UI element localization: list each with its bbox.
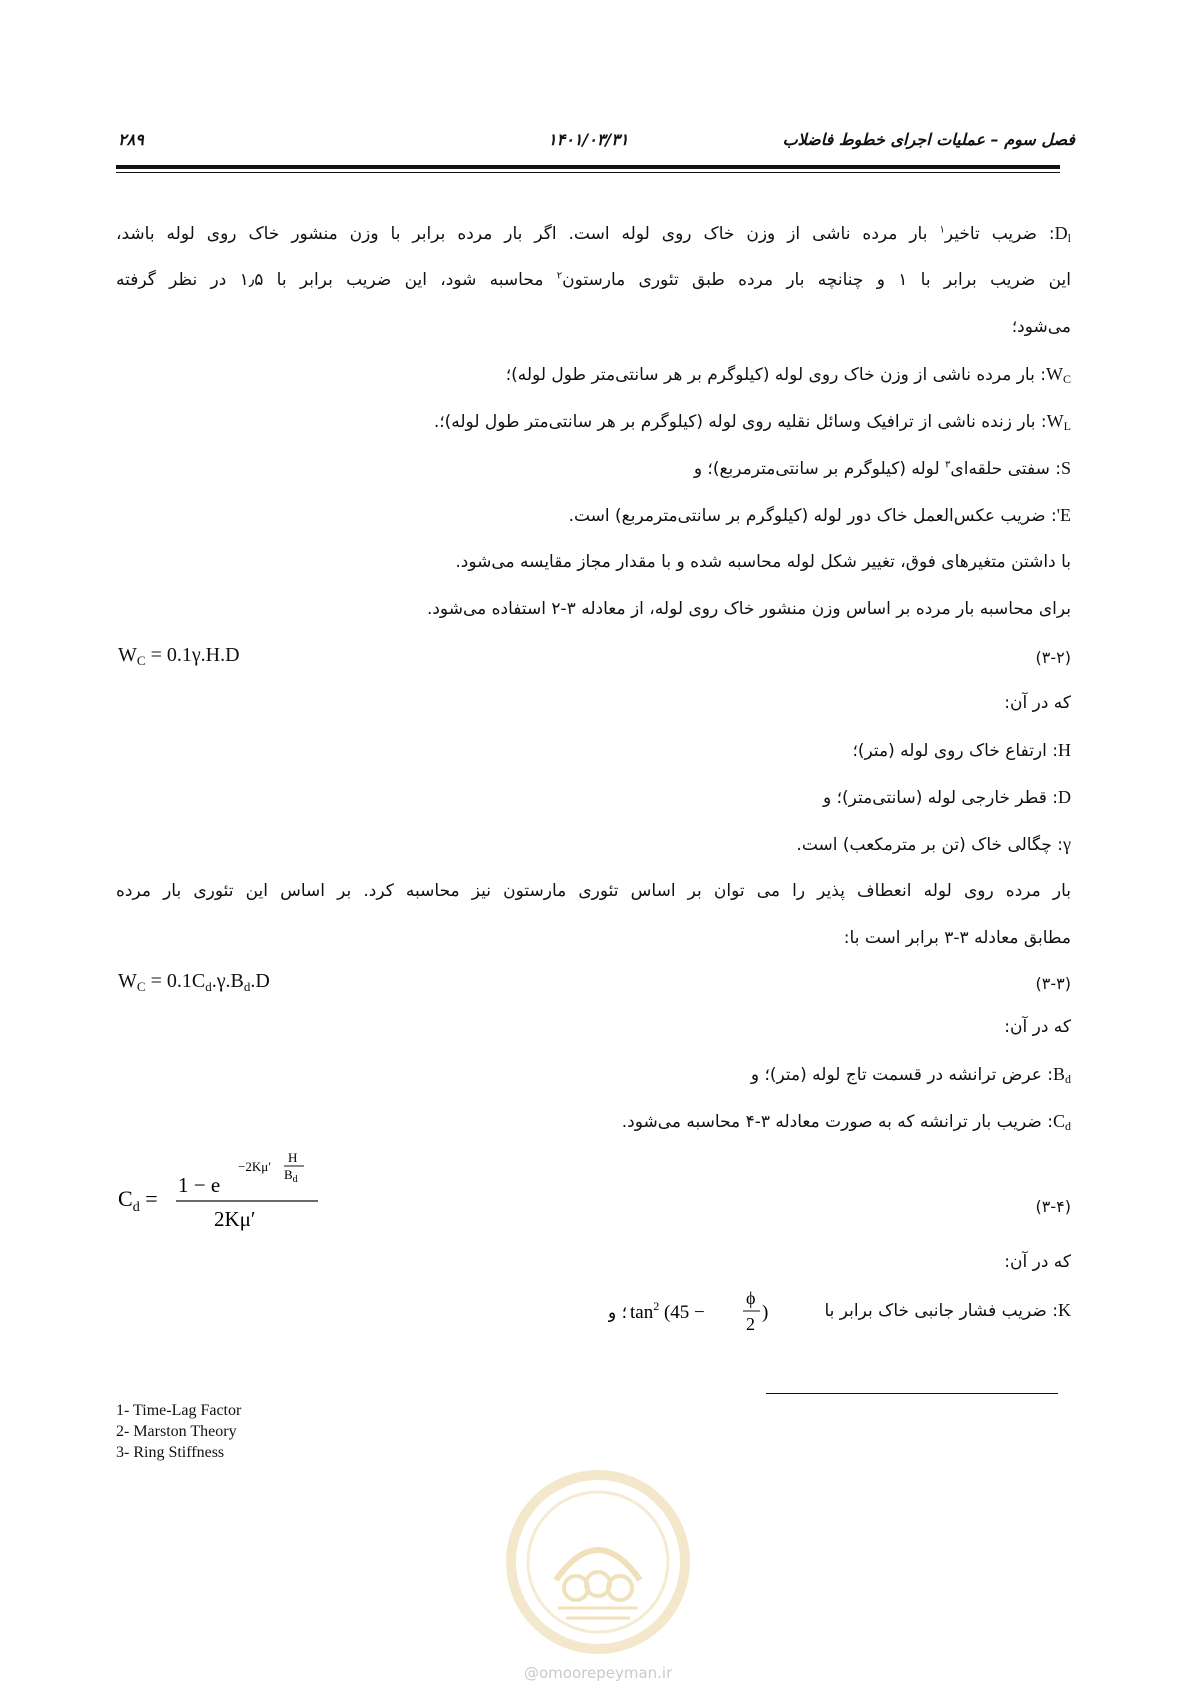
eq3-exp-denominator: $B_d$: [284, 1167, 298, 1185]
definition-d: D: قطر خارجی لوله (سانتی‌متر)؛ و: [823, 787, 1071, 808]
paragraph-line: با داشتن متغیرهای فوق، تغییر شکل لوله محاسبه شده و با مقدار مجاز مقایسه می‌شود.: [455, 552, 1071, 572]
equation-3-4: [118, 1148, 338, 1248]
definition-s: S: سفتی حلقه‌ای$^۳$ لوله (کیلوگرم بر سانتی‌مترمربع)؛ و: [693, 458, 1071, 479]
paragraph-line: برای محاسبه بار مرده بر اساس وزن منشور خاک روی لوله، از معادله ۳-۲ استفاده می‌شود.: [426, 599, 1071, 619]
footnote-rule: [766, 1393, 1058, 1394]
equation-3-3: $W_C = 0.1C_d.\gamma.B_d.D$: [118, 970, 270, 994]
k-frac-num: ϕ: [746, 1288, 756, 1308]
definition-k: K: ضریب فشار جانبی خاک برابر با: [824, 1300, 1071, 1321]
where-label: که در آن:: [1004, 1017, 1071, 1037]
footnote-ref-3: ۳: [945, 459, 951, 471]
eq3-exp-numerator: H: [288, 1150, 298, 1165]
paragraph-line: این ضریب برابر با ۱ و چنانچه بار مرده طبق تئوری مارستون$^۲$ محاسبه شود، این ضریب برابر با ۱٫۵ در نظر گرفته: [116, 270, 1071, 290]
chapter-title: فصل سوم – عملیات اجرای خطوط فاضلاب: [782, 130, 1075, 149]
header-rule-thick: [116, 165, 1060, 169]
seal-logo-icon: [516, 1480, 680, 1644]
eq3-numerator: 1 − e: [178, 1173, 221, 1197]
watermark-url: @omoorepeyman.ir: [524, 1664, 673, 1682]
k-tan: $\tan^2 (45$ −: [630, 1299, 705, 1323]
paragraph-line: مطابق معادله ۳-۳ برابر است با:: [843, 928, 1071, 948]
watermark-logo: [506, 1470, 690, 1654]
footnote-ref-2: ۲: [556, 270, 563, 282]
footnote-3: 3- Ring Stiffness: [116, 1444, 225, 1461]
footnote-1: 1- Time-Lag Factor: [116, 1402, 242, 1419]
definition-gamma: γ: چگالی خاک (تن بر مترمکعب) است.: [796, 834, 1071, 855]
definition-wl: $W_L$: بار زنده ناشی از ترافیک وسائل نقلیه روی لوله (کیلوگرم بر هر سانتی‌متر طول لوله)؛.: [433, 411, 1071, 433]
definition-cd: $C_d$: ضریب بار ترانشه که به صورت معادله ۳-۴ محاسبه می‌شود.: [621, 1111, 1071, 1133]
definition-e: E': ضریب عکس‌العمل خاک دور لوله (کیلوگرم بر سانتی‌مترمربع) است.: [568, 505, 1071, 526]
k-formula: [608, 1282, 778, 1338]
header-date: ۱۴۰۱/۰۳/۳۱: [548, 130, 629, 149]
equation-number: (۳-۴): [1035, 1197, 1071, 1216]
where-label: که در آن:: [1004, 1252, 1071, 1272]
definition-h: H: ارتفاع خاک روی لوله (متر)؛: [852, 740, 1071, 761]
equation-3-2: $W_C = 0.1\gamma.H.D$: [118, 644, 240, 668]
footnote-ref-1: ۱: [939, 224, 945, 236]
definition-bd: $B_d$: عرض ترانشه در قسمت تاج لوله (متر)؛ و: [750, 1064, 1071, 1086]
page-number: ۲۸۹: [118, 130, 144, 149]
header-rule-thin: [116, 172, 1060, 173]
k-frac-den: 2: [746, 1314, 755, 1334]
footnote-2: 2- Marston Theory: [116, 1423, 237, 1440]
paragraph-line: بار مرده روی لوله انعطاف پذیر را می توان بر اساس تئوری مارستون نیز محاسبه کرد. بر اساس این تئوری بار مرده: [116, 881, 1071, 901]
where-label: که در آن:: [1004, 693, 1071, 713]
k-close-paren: ): [762, 1302, 769, 1323]
definition-dl: $D_l$: ضریب تاخیر$^۱$ بار مرده ناشی از وزن خاک روی لوله است. اگر بار مرده برابر با وزن منشور خاک روی لوله باشد،: [116, 223, 1071, 245]
eq3-lhs: $C_d$ =: [118, 1186, 158, 1215]
equation-number: (۳-۲): [1035, 648, 1071, 667]
equation-number: (۳-۳): [1035, 974, 1071, 993]
definition-wc: $W_C$: بار مرده ناشی از وزن خاک روی لوله (کیلوگرم بر هر سانتی‌متر طول لوله)؛: [505, 364, 1071, 386]
k-tail: ؛ و: [608, 1303, 628, 1323]
paragraph-line: می‌شود؛: [1011, 317, 1071, 337]
eq3-exponent: −2Kμ′: [238, 1159, 272, 1174]
eq3-denominator: 2Kμ′: [214, 1207, 256, 1231]
